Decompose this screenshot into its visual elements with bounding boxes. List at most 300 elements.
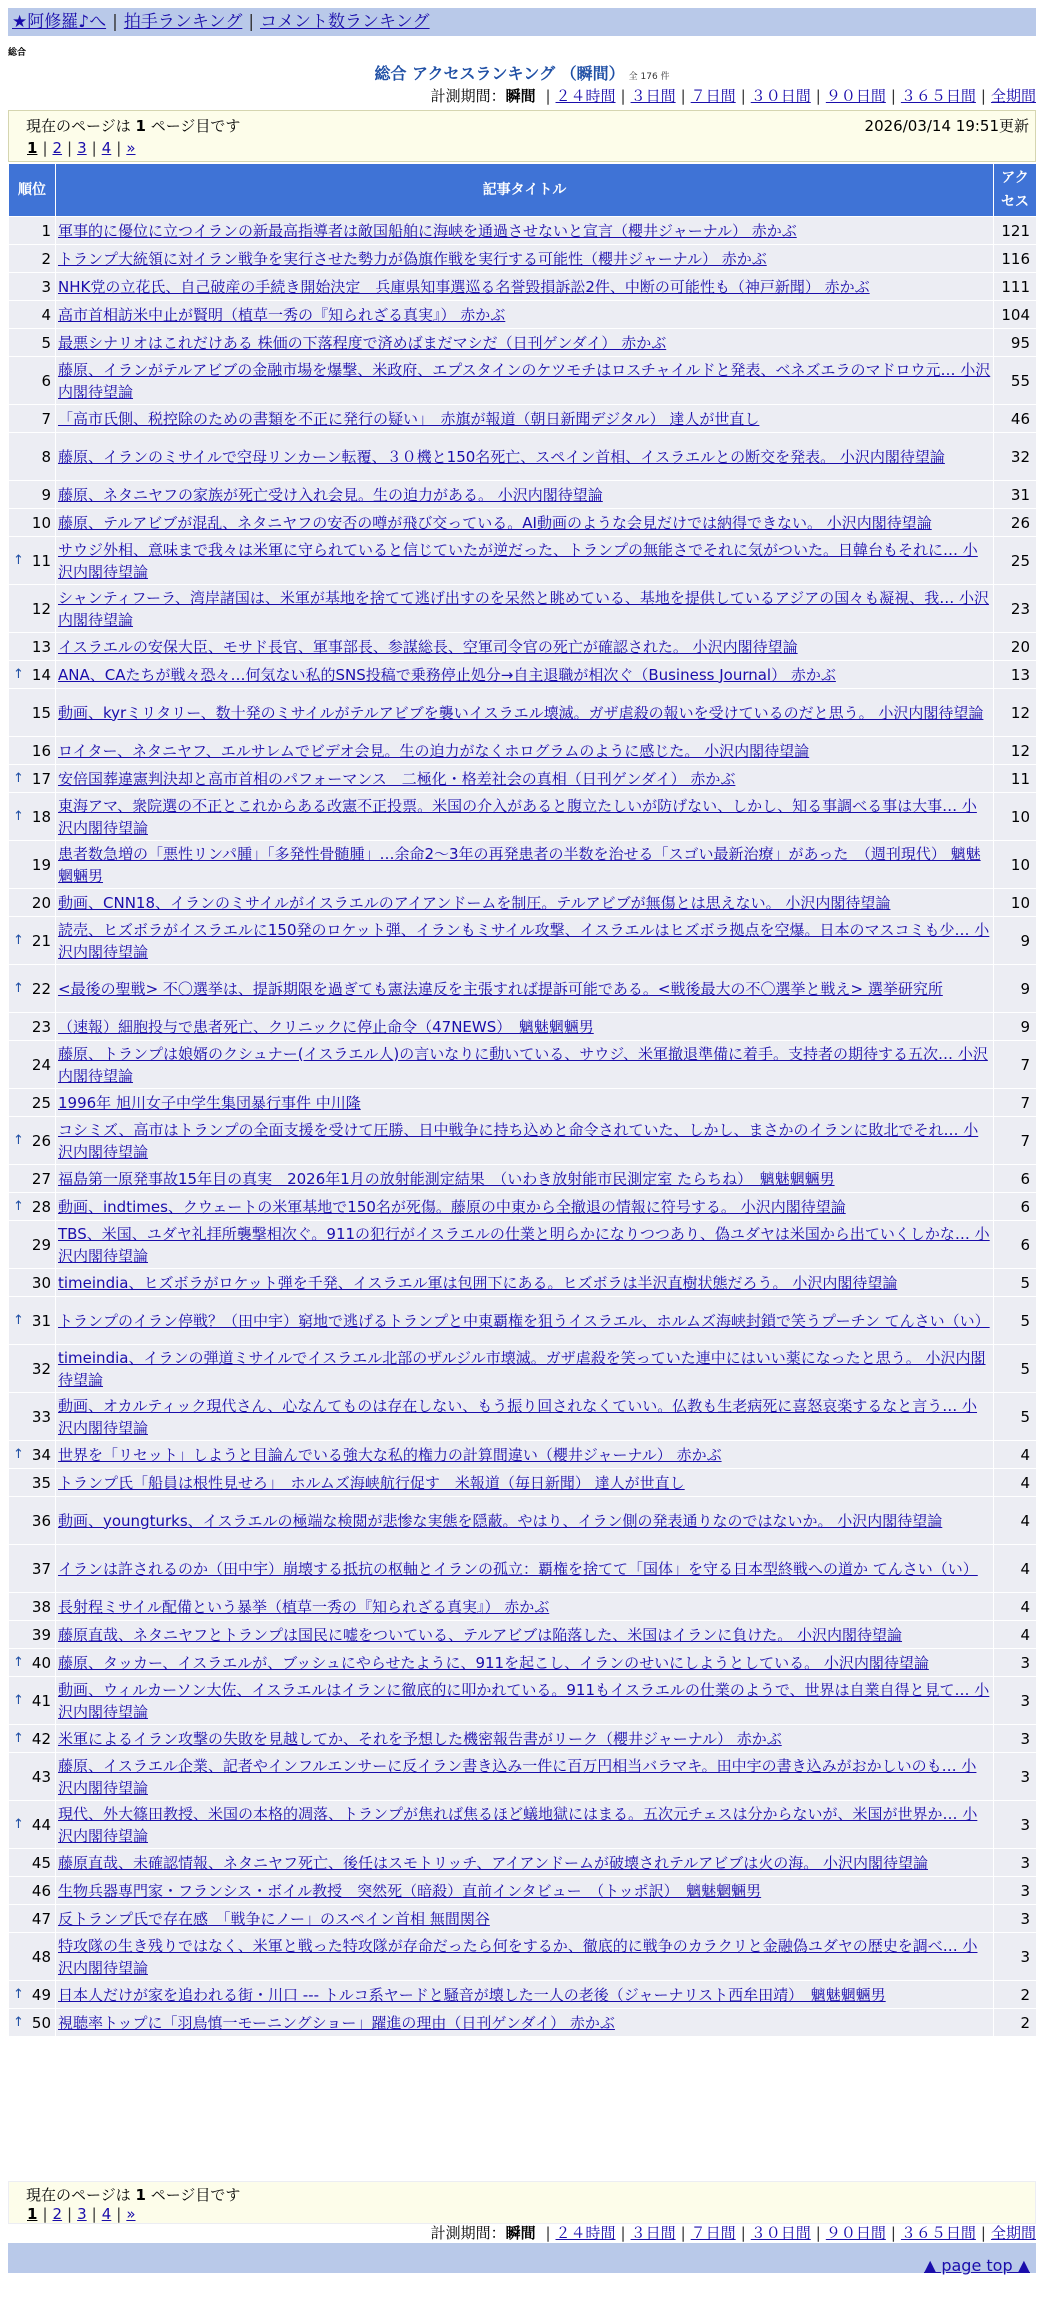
rank-up-arrow-icon: ↑ xyxy=(13,666,24,682)
access-count: 9 xyxy=(994,965,1037,1013)
table-row xyxy=(9,481,1037,509)
access-count: 46 xyxy=(994,405,1037,433)
page-link[interactable]: 1 xyxy=(27,139,38,157)
article-title-link[interactable]: サウジ外相、意味まで我々は米軍に守られていると信じていたが逆だった、トランプの無能さでそれに気がついた。日韓台もそれに… 小沢内閣待望論 xyxy=(58,540,978,581)
period-link[interactable]: 全期間 xyxy=(990,2224,1036,2242)
section-label: 総合 xyxy=(8,48,27,58)
table-row xyxy=(9,1469,1037,1497)
access-count: 4 xyxy=(994,1545,1037,1593)
table-row xyxy=(9,1041,1037,1089)
rank-number: 31 xyxy=(31,1311,51,1330)
period-link[interactable]: ３日間 xyxy=(630,2224,676,2242)
access-count: 3 xyxy=(994,1649,1037,1677)
access-count: 9 xyxy=(994,1013,1037,1041)
article-title-link[interactable]: 藤原直哉、ネタニヤフとトランプは国民に嘘をついている、テルアビブは陥落した、米国はイランに負けた。 小沢内閣待望論 xyxy=(58,1625,903,1644)
title-cell xyxy=(56,1089,994,1117)
article-title-link[interactable]: トランプ氏「船員は根性見せろ」 ホルムズ海峡航行促す 米報道（毎日新聞） 達人が世直し xyxy=(58,1473,685,1492)
title-cell xyxy=(56,329,994,357)
rank-cell xyxy=(9,1497,56,1545)
article-title-link[interactable]: 特攻隊の生き残りではなく、米軍と戦った特攻隊が存命だったら何をするか、徹底的に戦争のカラクリと金融偽ユダヤの歴史を調べ… 小沢内閣待望論 xyxy=(58,1936,978,1977)
article-title-link[interactable]: 福島第一原発事故15年目の真実 2026年1月の放射能測定結果 （いわき放射能市民測定室 たらちね） 魑魅魍魎男 xyxy=(58,1169,835,1188)
rank-cell xyxy=(9,1877,56,1905)
access-count: 12 xyxy=(994,689,1037,737)
rank-number: 8 xyxy=(41,447,51,466)
title-cell xyxy=(56,793,994,841)
page-separator: | xyxy=(91,139,97,157)
title-cell xyxy=(56,1193,994,1221)
access-count: 3 xyxy=(994,1933,1037,1981)
access-count: 6 xyxy=(994,1193,1037,1221)
access-count: 121 xyxy=(994,217,1037,245)
title-cell xyxy=(56,765,994,793)
rank-number: 48 xyxy=(31,1947,51,1966)
rank-cell xyxy=(9,217,56,245)
title-cell xyxy=(56,1297,994,1345)
rank-number: 49 xyxy=(31,1985,51,2004)
table-row xyxy=(9,1905,1037,1933)
access-count: 3 xyxy=(994,1677,1037,1725)
period-separator: | xyxy=(740,2224,746,2242)
title-cell xyxy=(56,509,994,537)
rank-number: 5 xyxy=(41,333,51,352)
rank-cell xyxy=(9,1621,56,1649)
next-page-link[interactable]: » xyxy=(126,2205,136,2223)
rank-number: 16 xyxy=(31,741,51,760)
updated-timestamp: 2026/03/14 19:51更新 xyxy=(864,117,1029,135)
access-count: 9 xyxy=(994,917,1037,965)
article-title-link[interactable]: 患者数急増の「悪性リンパ腫」「多発性骨髄腫」…余命2～3年の再発患者の半数を治せる「スゴい最新治療」があった （週刊現代） 魑魅魍魎男 xyxy=(58,844,981,885)
access-count: 5 xyxy=(994,1297,1037,1345)
page-prefix: 現在のページは xyxy=(26,117,131,135)
article-title-link[interactable]: イスラエルの安保大臣、モサド長官、軍事部長、参謀総長、空軍司令官の死亡が確認された。 小沢内閣待望論 xyxy=(58,637,798,656)
current-page-text xyxy=(26,2184,240,2205)
table-row xyxy=(9,1677,1037,1725)
table-row xyxy=(9,1801,1037,1849)
title-cell xyxy=(56,1497,994,1545)
rank-number: 21 xyxy=(31,931,51,950)
access-count: 7 xyxy=(994,1089,1037,1117)
article-title-link[interactable]: 日本人だけが家を追われる街・川口 --- トルコ系ヤードと騒音が壊した一人の老後（ジャーナリスト西牟田靖） 魑魅魍魎男 xyxy=(58,1985,886,2004)
nav-separator: | xyxy=(112,12,118,32)
rank-number: 45 xyxy=(31,1853,51,1872)
access-count: 5 xyxy=(994,1345,1037,1393)
rank-up-arrow-icon: ↑ xyxy=(13,770,24,786)
period-label: 計測期間： xyxy=(430,87,506,105)
rank-cell xyxy=(9,1269,56,1297)
period-link[interactable]: ３６５日間 xyxy=(900,87,976,105)
rank-number: 14 xyxy=(31,665,51,684)
article-title-link[interactable]: 「高市氏側、税控除のための書類を不正に発行の疑い」 赤旗が報道（朝日新聞デジタル） 達人が世直し xyxy=(58,409,760,428)
page-separator: | xyxy=(116,139,122,157)
rank-number: 30 xyxy=(31,1273,51,1292)
rank-up-arrow-icon: ↑ xyxy=(13,808,24,824)
article-title-link[interactable]: 動画、indtimes、クウェートの米軍基地で150名が死傷。藤原の中東から全撤退の情報に符号する。 小沢内閣待望論 xyxy=(58,1197,846,1216)
article-title-link[interactable]: トランプ大統領に対イラン戦争を実行させた勢力が偽旗作戦を実行する可能性（櫻井ジャーナル） 赤かぶ xyxy=(58,249,767,268)
title-cell xyxy=(56,1801,994,1849)
rank-number: 40 xyxy=(31,1653,51,1672)
rank-number: 22 xyxy=(31,979,51,998)
page-separator: | xyxy=(67,139,73,157)
article-title-link[interactable]: 世界を「リセット」しようと目論んでいる強大な私的権力の計算間違い（櫻井ジャーナル） 赤かぶ xyxy=(58,1445,722,1464)
period-link[interactable]: ７日間 xyxy=(690,87,736,105)
article-title-link[interactable]: 藤原、イスラエル企業、記者やインフルエンサーに反イラン書き込み一件に百万円相当バラマキ。田中宇の書き込みがおかしいのも… 小沢内閣待望論 xyxy=(58,1756,977,1797)
page-link[interactable]: 3 xyxy=(77,139,87,157)
title-cell xyxy=(56,1393,994,1441)
article-title-link[interactable]: ANA、CAたちが戦々恐々…何気ない私的SNS投稿で乗務停止処分→自主退職が相次ぐ（Business Journal） 赤かぶ xyxy=(58,665,836,684)
article-title-link[interactable]: 視聴率トップに「羽鳥慎一モーニングショー」躍進の理由（日刊ゲンダイ） 赤かぶ xyxy=(58,2013,615,2032)
table-row xyxy=(9,737,1037,765)
title-cell xyxy=(56,217,994,245)
article-title-link[interactable]: シャンティフーラ、湾岸諸国は、米軍が基地を捨てて逃げ出すのを呆然と眺めている、基地を提供しているアジアの国々も凝視、我… 小沢内閣待望論 xyxy=(58,588,990,629)
period-separator: | xyxy=(620,87,626,105)
rank-up-arrow-icon: ↑ xyxy=(13,1198,24,1214)
pagination xyxy=(27,2205,136,2223)
clap-ranking-link[interactable]: 拍手ランキング xyxy=(123,12,243,32)
title-cell xyxy=(56,1753,994,1801)
table-row xyxy=(9,1297,1037,1345)
period-selector-top xyxy=(431,85,1036,106)
access-count: 20 xyxy=(994,633,1037,661)
table-row xyxy=(9,1933,1037,1981)
rank-cell xyxy=(9,1221,56,1269)
rank-cell xyxy=(9,689,56,737)
access-count: 4 xyxy=(994,1593,1037,1621)
title-cell xyxy=(56,889,994,917)
title-cell xyxy=(56,1545,994,1593)
period-separator: | xyxy=(815,87,821,105)
title-cell xyxy=(56,1649,994,1677)
rank-number: 32 xyxy=(31,1359,51,1378)
rank-number: 19 xyxy=(31,855,51,874)
rank-cell xyxy=(9,1041,56,1089)
article-title-link[interactable]: TBS、米国、ユダヤ礼拝所襲撃相次ぐ。911の犯行がイスラエルの仕業と明らかになりつつあり、偽ユダヤは米国から出ていくしかな… 小沢内閣待望論 xyxy=(58,1224,990,1265)
rank-number: 37 xyxy=(31,1559,51,1578)
article-title-link[interactable]: ロイター、ネタニヤフ、エルサレムでビデオ会見。生の迫力がなくホログラムのように感じた。 小沢内閣待望論 xyxy=(58,741,810,760)
ranking-title: 総合 アクセスランキング （瞬間） xyxy=(374,64,625,83)
header-title: 記事タイトル xyxy=(56,164,994,217)
access-count: 4 xyxy=(994,1441,1037,1469)
rank-cell xyxy=(9,1297,56,1345)
title-cell xyxy=(56,1345,994,1393)
period-link[interactable]: ７日間 xyxy=(690,2224,736,2242)
table-row xyxy=(9,1345,1037,1393)
access-count: 4 xyxy=(994,1469,1037,1497)
article-title-link[interactable]: 米軍によるイラン攻撃の失敗を見越してか、それを予想した機密報告書がリーク（櫻井ジャーナル） 赤かぶ xyxy=(58,1729,782,1748)
table-row xyxy=(9,661,1037,689)
rank-cell xyxy=(9,357,56,405)
article-title-link[interactable]: 藤原、トランプは娘婿のクシュナー(イスラエル人)の言いなりに動いている、サウジ、米軍撤退準備に着手。支持者の期待する五次… 小沢内閣待望論 xyxy=(58,1044,988,1085)
article-title-link[interactable]: 動画、youngturks、イスラエルの極端な検閲が悲惨な実態を隠蔽。やはり、イラン側の発表通りなのではないか。 小沢内閣待望論 xyxy=(58,1511,943,1530)
rank-number: 44 xyxy=(31,1815,51,1834)
table-row xyxy=(9,537,1037,585)
ranking-table-body xyxy=(9,217,1037,2037)
table-row xyxy=(9,1441,1037,1469)
rank-cell xyxy=(9,585,56,633)
page-info-panel-bottom xyxy=(8,2181,1036,2224)
period-current: 瞬間 xyxy=(505,87,536,105)
rank-up-arrow-icon: ↑ xyxy=(13,1654,24,1670)
title-cell xyxy=(56,1981,994,2009)
article-title-link[interactable]: （速報）細胞投与で患者死亡、クリニックに停止命令（47NEWS） 魑魅魍魎男 xyxy=(58,1017,594,1036)
rank-cell xyxy=(9,965,56,1013)
access-count: 11 xyxy=(994,765,1037,793)
table-row xyxy=(9,1545,1037,1593)
period-separator: | xyxy=(545,87,551,105)
rank-number: 41 xyxy=(31,1691,51,1710)
rank-number: 12 xyxy=(31,599,51,618)
access-count: 32 xyxy=(994,433,1037,481)
rank-number: 38 xyxy=(31,1597,51,1616)
period-separator: | xyxy=(680,2224,686,2242)
rank-cell xyxy=(9,301,56,329)
period-link[interactable]: ２４時間 xyxy=(555,87,616,105)
article-title-link[interactable]: 藤原、イランのミサイルで空母リンカーン転覆、３０機と150名死亡、スペイン首相、イスラエルとの断交を発表。 小沢内閣待望論 xyxy=(58,447,945,466)
access-count: 95 xyxy=(994,329,1037,357)
access-count: 3 xyxy=(994,1905,1037,1933)
rank-number: 35 xyxy=(31,1473,51,1492)
table-row xyxy=(9,633,1037,661)
table-row xyxy=(9,405,1037,433)
next-page-link[interactable]: » xyxy=(126,139,136,157)
article-title-link[interactable]: 藤原、ネタニヤフの家族が死亡受け入れ会見。生の迫力がある。 小沢内閣待望論 xyxy=(58,485,603,504)
table-row xyxy=(9,1649,1037,1677)
rank-number: 20 xyxy=(31,893,51,912)
rank-cell xyxy=(9,1193,56,1221)
page-top-link[interactable]: ▲ page top ▲ xyxy=(923,2256,1030,2275)
rank-cell xyxy=(9,509,56,537)
article-title-link[interactable]: 動画、kyrミリタリー、数十発のミサイルがテルアビブを襲いイスラエル壊滅。ガザ虐殺の報いを受けているのだと思う。 小沢内閣待望論 xyxy=(58,703,984,722)
article-title-link[interactable]: 藤原、イランがテルアビブの金融市場を爆撃、米政府、エプスタインのケツモチはロスチャイルドと発表、ベネズエラのマドロウ元… 小沢内閣待望論 xyxy=(58,360,991,401)
article-title-link[interactable]: 高市首相訪米中止が賢明（植草一秀の『知られざる真実』） 赤かぶ xyxy=(58,305,506,324)
rank-cell xyxy=(9,1089,56,1117)
rank-cell xyxy=(9,841,56,889)
access-count: 6 xyxy=(994,1221,1037,1269)
access-count: 25 xyxy=(994,537,1037,585)
rank-number: 25 xyxy=(31,1093,51,1112)
rank-cell xyxy=(9,1393,56,1441)
rank-cell xyxy=(9,245,56,273)
title-cell xyxy=(56,245,994,273)
rank-cell xyxy=(9,1933,56,1981)
rank-up-arrow-icon: ↑ xyxy=(13,1446,24,1462)
title-cell xyxy=(56,357,994,405)
article-title-link[interactable]: 藤原、タッカー、イスラエルが、ブッシュにやらせたように、911を起こし、イランのせいにしようとしている。 小沢内閣待望論 xyxy=(58,1653,929,1672)
title-cell xyxy=(56,841,994,889)
page-link[interactable]: 2 xyxy=(52,2205,63,2223)
table-row xyxy=(9,1877,1037,1905)
rank-number: 24 xyxy=(31,1055,51,1074)
table-row xyxy=(9,1725,1037,1753)
title-cell xyxy=(56,917,994,965)
title-cell xyxy=(56,1041,994,1089)
table-row xyxy=(9,329,1037,357)
access-count: 31 xyxy=(994,481,1037,509)
article-title-link[interactable]: 読売、ヒズボラがイスラエルに150発のロケット弾、イランもミサイル攻撃、イスラエルはヒズボラ拠点を空爆。日本のマスコミも少… 小沢内閣待望論 xyxy=(58,920,990,961)
table-row xyxy=(9,1981,1037,2009)
access-count: 104 xyxy=(994,301,1037,329)
article-title-link[interactable]: 軍事的に優位に立つイランの新最高指導者は敵国船舶に海峡を通過させないと宣言（櫻井ジャーナル） 赤かぶ xyxy=(58,221,797,240)
rank-number: 34 xyxy=(31,1445,51,1464)
page-info-panel-top xyxy=(8,110,1036,162)
access-count: 13 xyxy=(994,661,1037,689)
period-links xyxy=(540,2224,1036,2242)
access-count: 2 xyxy=(994,1981,1037,2009)
access-count: 4 xyxy=(994,1621,1037,1649)
period-link[interactable]: 全期間 xyxy=(990,87,1036,105)
page-prefix: 現在のページは xyxy=(26,2186,131,2204)
rank-up-arrow-icon: ↑ xyxy=(13,1730,24,1746)
table-row xyxy=(9,433,1037,481)
access-count: 12 xyxy=(994,737,1037,765)
rank-cell xyxy=(9,1905,56,1933)
page-suffix: ページ目です xyxy=(150,117,241,135)
title-cell xyxy=(56,1905,994,1933)
title-cell xyxy=(56,273,994,301)
rank-cell xyxy=(9,273,56,301)
rank-number: 28 xyxy=(31,1197,51,1216)
rank-cell xyxy=(9,329,56,357)
article-title-link[interactable]: 1996年 旭川女子中学生集団暴行事件 中川隆 xyxy=(58,1093,361,1112)
page-separator: | xyxy=(116,2205,122,2223)
page-link[interactable]: 3 xyxy=(77,2205,87,2223)
rank-number: 26 xyxy=(31,1131,51,1150)
ranking-title-block xyxy=(0,61,1044,84)
comment-ranking-link[interactable]: コメント数ランキング xyxy=(260,12,430,32)
page-link[interactable]: 2 xyxy=(52,139,63,157)
rank-cell xyxy=(9,1849,56,1877)
rank-cell xyxy=(9,1345,56,1393)
table-row xyxy=(9,841,1037,889)
page-separator: | xyxy=(91,2205,97,2223)
article-title-link[interactable]: 動画、オカルティック現代さん、心なんてものは存在しない、もう振り回されなくていい。仏教も生老病死に喜怒哀楽するなと言う… 小沢内閣待望論 xyxy=(58,1396,978,1437)
article-title-link[interactable]: 藤原、テルアビブが混乱、ネタニヤフの安否の噂が飛び交っている。AI動画のような会見だけでは納得できない。 小沢内閣待望論 xyxy=(58,513,932,532)
rank-cell xyxy=(9,1725,56,1753)
rank-up-arrow-icon: ↑ xyxy=(13,1816,24,1832)
article-title-link[interactable]: 現代、外大篠田教授、米国の本格的凋落、トランプが焦れば焦るほど蟻地獄にはまる。五次元チェスは分からないが、米国が世界か… 小沢内閣待望論 xyxy=(58,1804,978,1845)
period-link[interactable]: ９０日間 xyxy=(825,87,886,105)
period-separator: | xyxy=(740,87,746,105)
period-link[interactable]: ２４時間 xyxy=(555,2224,616,2242)
period-separator: | xyxy=(980,87,986,105)
home-link[interactable]: ★阿修羅♪へ xyxy=(12,12,107,32)
article-title-link[interactable]: 最悪シナリオはこれだけある 株価の下落程度で済めばまだマシだ（日刊ゲンダイ） 赤かぶ xyxy=(58,333,667,352)
title-cell xyxy=(56,1441,994,1469)
period-link[interactable]: ９０日間 xyxy=(825,2224,886,2242)
rank-number: 1 xyxy=(41,221,51,240)
article-title-link[interactable]: 安倍国葬違憲判決却と高市首相のパフォーマンス 二極化・格差社会の真相（日刊ゲンダイ） 赤かぶ xyxy=(58,769,736,788)
table-header-row xyxy=(9,164,1037,217)
article-title-link[interactable]: 藤原直哉、未確認情報、ネタニヤフ死亡、後任はスモトリッチ、アイアンドームが破壊されテルアビブは火の海。 小沢内閣待望論 xyxy=(58,1853,928,1872)
rank-cell xyxy=(9,917,56,965)
period-link[interactable]: ３０日間 xyxy=(750,2224,811,2242)
page-link[interactable]: 4 xyxy=(101,139,112,157)
rank-cell xyxy=(9,661,56,689)
rank-number: 47 xyxy=(31,1909,51,1928)
access-count: 5 xyxy=(994,1393,1037,1441)
page-separator: | xyxy=(42,2205,48,2223)
rank-number: 29 xyxy=(31,1235,51,1254)
article-title-link[interactable]: トランプのイラン停戦？（田中宇）窮地で逃げるトランプと中東覇権を狙うイスラエル、ホルムズ海峡封鎖で笑うプーチン てんさい（い） xyxy=(58,1311,990,1330)
header-access: アクセス xyxy=(994,164,1037,217)
rank-cell xyxy=(9,1649,56,1677)
access-count: 111 xyxy=(994,273,1037,301)
article-title-link[interactable]: 東海アマ、衆院選の不正とこれからある改憲不正投票。米国の介入があると腹立たしいが防げない、しかし、知る事調べる事は大事… 小沢内閣待望論 xyxy=(58,796,977,837)
table-row xyxy=(9,301,1037,329)
page-link[interactable]: 4 xyxy=(101,2205,112,2223)
rank-cell xyxy=(9,793,56,841)
article-title-link[interactable]: 動画、CNN18、イランのミサイルがイスラエルのアイアンドームを制圧。テルアビブが無傷とは思えない。 小沢内閣待望論 xyxy=(58,893,891,912)
rank-cell xyxy=(9,1117,56,1165)
rank-number: 33 xyxy=(31,1407,51,1426)
period-selector-bottom xyxy=(431,2222,1036,2243)
rank-cell xyxy=(9,1801,56,1849)
title-cell xyxy=(56,1221,994,1269)
article-title-link[interactable]: コシミズ、高市はトランプの全面支援を受けて圧勝、日中戦争に持ち込めと命令されていた、しかし、まさかのイランに敗北でそれ… 小沢内閣待望論 xyxy=(58,1120,979,1161)
article-title-link[interactable]: 反トランプ氏で存在感 「戦争にノー」のスペイン首相 無間関谷 xyxy=(58,1909,490,1928)
period-link[interactable]: ３６５日間 xyxy=(900,2224,976,2242)
rank-number: 50 xyxy=(31,2013,51,2032)
rank-cell xyxy=(9,1677,56,1725)
title-cell xyxy=(56,2009,994,2037)
rank-number: 18 xyxy=(31,807,51,826)
article-title-link[interactable]: 動画、ウィルカーソン大佐、イスラエルはイランに徹底的に叩かれている。911もイスラエルの仕業のようで、世界は自業自得と見て… 小沢内閣待望論 xyxy=(58,1680,990,1721)
rank-cell xyxy=(9,537,56,585)
bottom-bar xyxy=(8,2243,1036,2273)
article-title-link[interactable]: 生物兵器専門家・フランシス・ボイル教授 突然死（暗殺）直前インタビュー （トッポ訳） 魑魅魍魎男 xyxy=(58,1881,762,1900)
rank-number: 11 xyxy=(31,551,51,570)
nav-separator: | xyxy=(248,12,255,32)
rank-number: 10 xyxy=(31,513,51,532)
article-title-link[interactable]: timeindia、ヒズボラがロケット弾を千発、イスラエル軍は包囲下にある。ヒズボラは半沢直樹状態だろう。 小沢内閣待望論 xyxy=(58,1273,898,1292)
rank-cell xyxy=(9,737,56,765)
title-cell xyxy=(56,1165,994,1193)
article-title-link[interactable]: NHK党の立花氏、自己破産の手続き開始決定 兵庫県知事選巡る名誉毀損訴訟2件、中断の可能性も（神戸新聞） 赤かぶ xyxy=(58,277,870,296)
rank-number: 42 xyxy=(31,1729,51,1748)
access-count: 7 xyxy=(994,1117,1037,1165)
article-title-link[interactable]: 長射程ミサイル配備という暴挙（植草一秀の『知られざる真実』） 赤かぶ xyxy=(58,1597,550,1616)
title-cell xyxy=(56,1677,994,1725)
access-count: 116 xyxy=(994,245,1037,273)
title-cell xyxy=(56,301,994,329)
title-cell xyxy=(56,1877,994,1905)
period-separator: | xyxy=(890,2224,896,2242)
page-link[interactable]: 1 xyxy=(27,2205,38,2223)
period-link[interactable]: ３日間 xyxy=(630,87,676,105)
period-link[interactable]: ３０日間 xyxy=(750,87,811,105)
access-count: 4 xyxy=(994,1497,1037,1545)
rank-cell xyxy=(9,1981,56,2009)
article-title-link[interactable]: timeindia、イランの弾道ミサイルでイスラエル北部のザルジル市壊滅。ガザ虐殺を笑っていた連中にはいい薬になったと思う。 小沢内閣待望論 xyxy=(58,1348,986,1389)
table-row xyxy=(9,1193,1037,1221)
article-title-link[interactable]: イランは許されるのか（田中宇）崩壊する抵抗の枢軸とイランの孤立：覇権を捨てて「国体」を守る日本型終戦への道か てんさい（い） xyxy=(58,1559,978,1578)
table-row xyxy=(9,965,1037,1013)
table-row xyxy=(9,689,1037,737)
access-count: 3 xyxy=(994,1753,1037,1801)
table-row xyxy=(9,585,1037,633)
rank-cell xyxy=(9,1753,56,1801)
table-row xyxy=(9,509,1037,537)
table-row xyxy=(9,273,1037,301)
rank-cell xyxy=(9,405,56,433)
article-title-link[interactable]: <最後の聖戦> 不〇選挙は、提訴期限を過ぎても憲法違反を主張すれば提訴可能である。<戦後最大の不〇選挙と戦え> 選挙研究所 xyxy=(58,979,943,998)
rank-up-arrow-icon: ↑ xyxy=(13,2014,24,2030)
rank-number: 3 xyxy=(41,277,51,296)
access-count: 3 xyxy=(994,1801,1037,1849)
rank-number: 23 xyxy=(31,1017,51,1036)
access-count: 10 xyxy=(994,841,1037,889)
table-row xyxy=(9,1221,1037,1269)
current-page-text xyxy=(26,115,240,136)
